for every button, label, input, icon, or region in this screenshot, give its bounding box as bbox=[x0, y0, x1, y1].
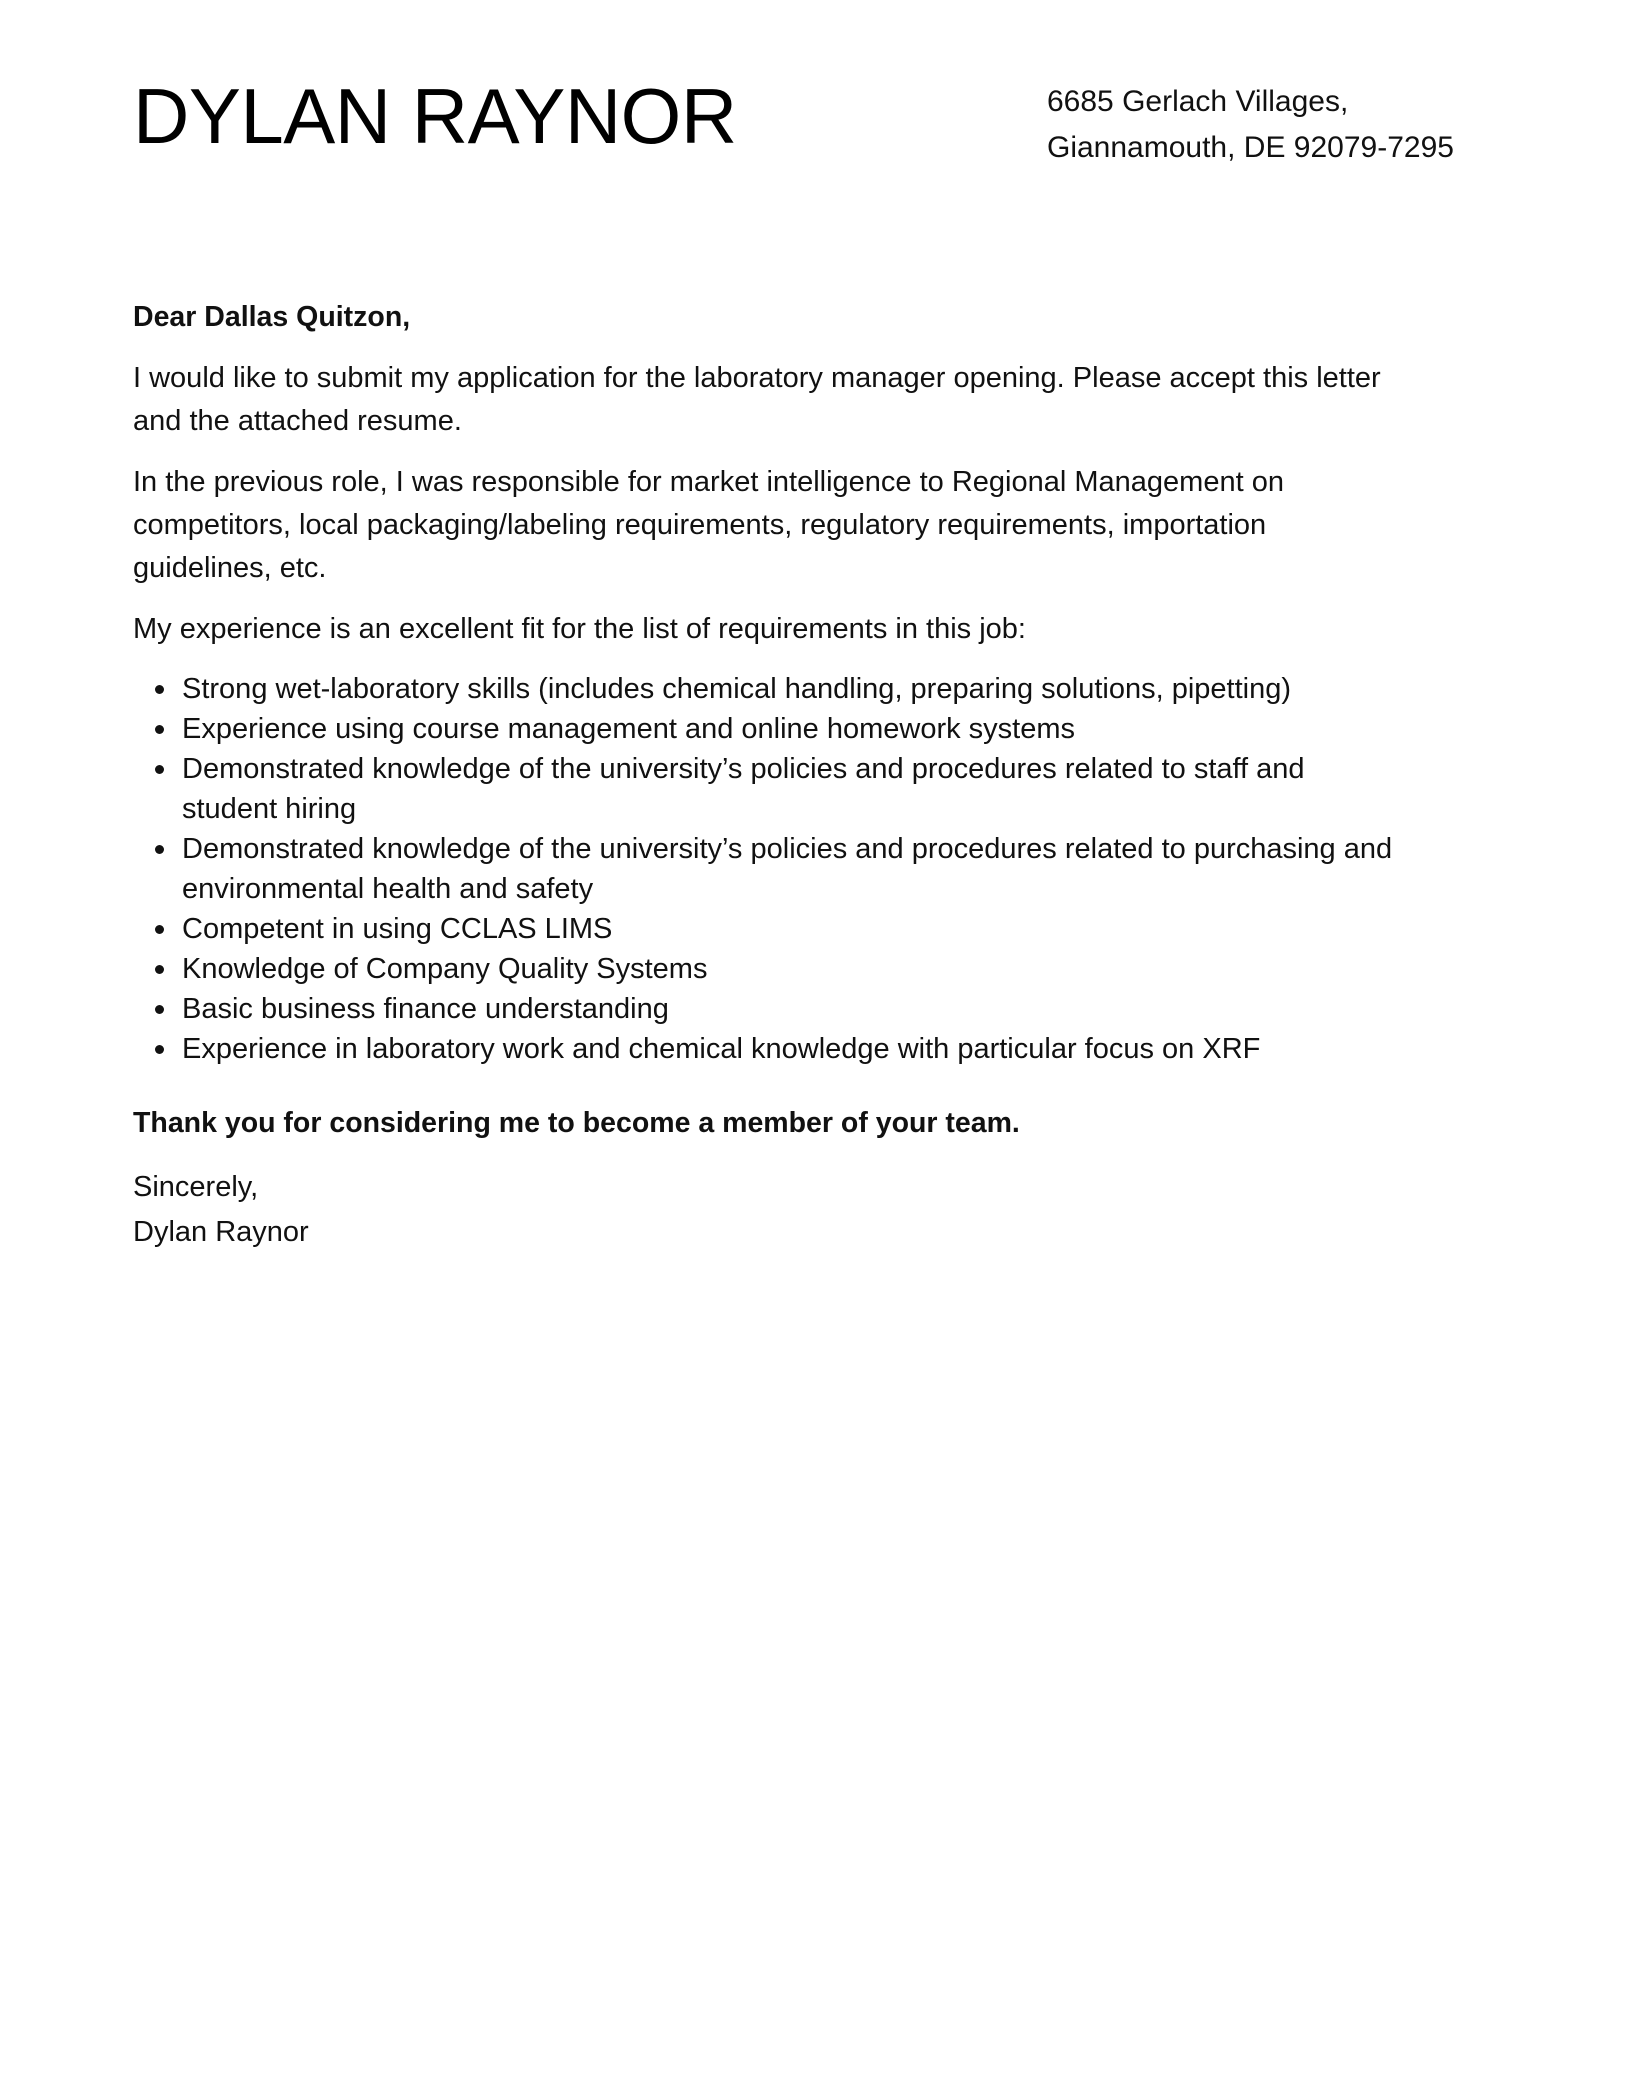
bullet-icon bbox=[155, 725, 164, 734]
list-item-text: Experience using course management and online homework systems bbox=[182, 713, 1076, 745]
list-item-text: Experience in laboratory work and chemical knowledge with particular focus on XRF bbox=[182, 1033, 1261, 1065]
requirements-intro-paragraph bbox=[133, 608, 1513, 651]
paragraph-line: My experience is an excellent fit for the list of requirements in this job: bbox=[133, 613, 1026, 645]
paragraph-line: In the previous role, I was responsible for market intelligence to Regional Management on bbox=[133, 466, 1284, 498]
intro-paragraph bbox=[133, 357, 1513, 443]
bullet-icon bbox=[155, 685, 164, 694]
letter-body bbox=[133, 296, 1513, 1255]
bullet-icon bbox=[155, 1005, 164, 1014]
bullet-icon bbox=[155, 925, 164, 934]
closing-statement: Thank you for considering me to become a member of your team. bbox=[133, 1107, 1020, 1139]
address-line-2: Giannamouth, DE 92079-7295 bbox=[1047, 131, 1454, 164]
signature: Dylan Raynor bbox=[133, 1216, 309, 1248]
paragraph-line: guidelines, etc. bbox=[133, 552, 327, 584]
list-item-text: Competent in using CCLAS LIMS bbox=[182, 913, 613, 945]
signoff bbox=[133, 1165, 1513, 1255]
list-item-text: Demonstrated knowledge of the university’s policies and procedures related to purchasing and bbox=[182, 833, 1393, 865]
applicant-address bbox=[1047, 79, 1454, 171]
list-item-text: Knowledge of Company Quality Systems bbox=[182, 953, 708, 985]
list-item bbox=[133, 749, 1513, 829]
bullet-icon bbox=[155, 1045, 164, 1054]
list-item bbox=[133, 989, 1513, 1029]
experience-paragraph bbox=[133, 461, 1513, 590]
paragraph-line: and the attached resume. bbox=[133, 405, 462, 437]
address-line-1: 6685 Gerlach Villages, bbox=[1047, 85, 1349, 118]
list-item-text: student hiring bbox=[182, 793, 357, 825]
list-item-text: Strong wet-laboratory skills (includes chemical handling, preparing solutions, pipetting) bbox=[182, 673, 1292, 705]
list-item bbox=[133, 829, 1513, 909]
salutation: Dear Dallas Quitzon, bbox=[133, 301, 411, 333]
bullet-icon bbox=[155, 845, 164, 854]
paragraph-line: competitors, local packaging/labeling requirements, regulatory requirements, importation bbox=[133, 509, 1267, 541]
bullet-icon bbox=[155, 965, 164, 974]
bullet-icon bbox=[155, 765, 164, 774]
list-item-text: Basic business finance understanding bbox=[182, 993, 669, 1025]
requirements-list bbox=[133, 669, 1513, 1069]
list-item bbox=[133, 1029, 1513, 1069]
list-item bbox=[133, 949, 1513, 989]
list-item-text: Demonstrated knowledge of the university’s policies and procedures related to staff and bbox=[182, 753, 1305, 785]
list-item bbox=[133, 669, 1513, 709]
applicant-name: DYLAN RAYNOR bbox=[133, 72, 737, 160]
list-item bbox=[133, 709, 1513, 749]
paragraph-line: I would like to submit my application for the laboratory manager opening. Please accept this letter bbox=[133, 362, 1381, 394]
list-item-text: environmental health and safety bbox=[182, 873, 594, 905]
list-item bbox=[133, 909, 1513, 949]
valediction: Sincerely, bbox=[133, 1171, 259, 1203]
